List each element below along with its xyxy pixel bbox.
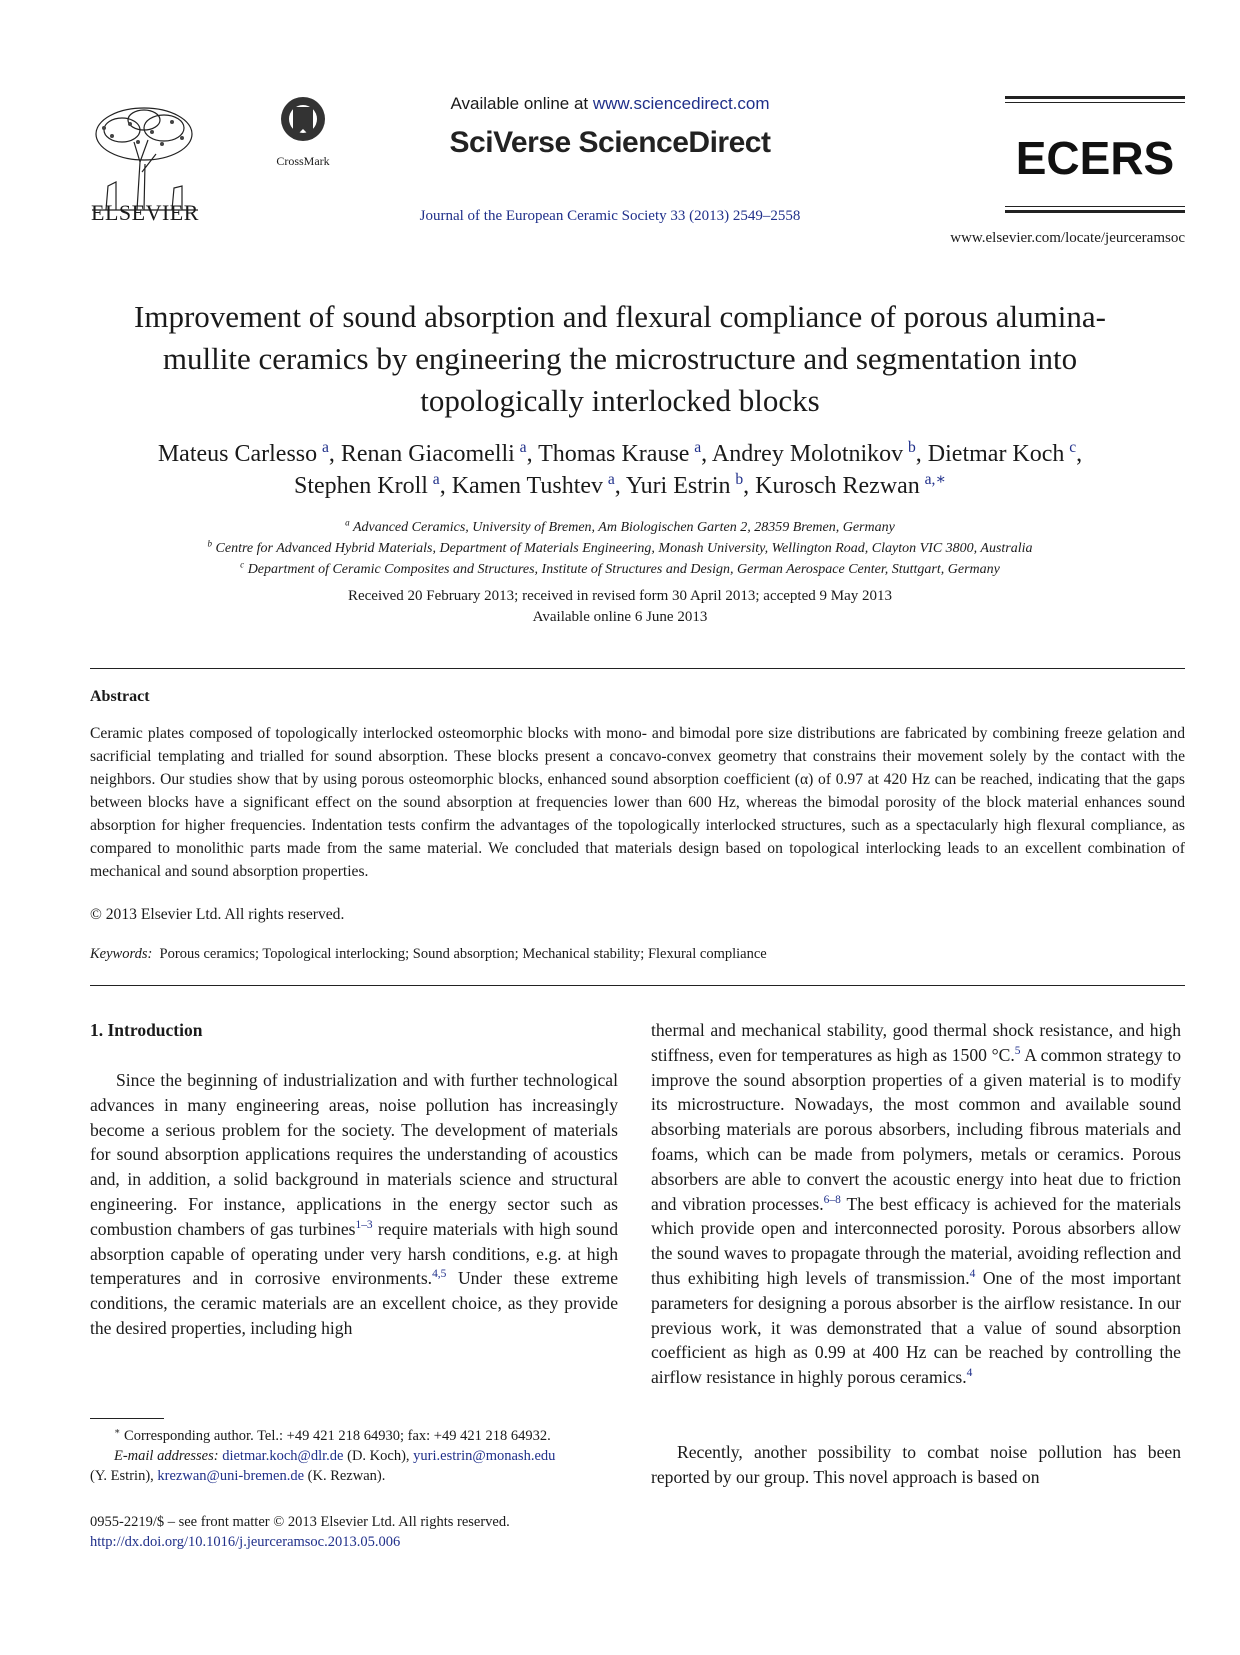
author-list: Mateus Carlesso $^a$, Renan Giacomelli $^a$, Thomas Krause $^a$, Andrey Molotnikov $^b$, Dietmar Koch $^c$, Stephen Kroll $^a$, Kamen Tushtev $^a$, Yuri Estrin $^b$, Kurosch Rezwan $^{a,∗}$ — [157, 439, 1083, 499]
citation-link[interactable]: 4,5 — [432, 1268, 447, 1281]
journal-reference[interactable]: Journal of the European Ceramic Society 33 (2013) 2549–2558 — [419, 208, 801, 224]
author — [341, 441, 527, 467]
section-heading: 1. Introduction — [90, 1020, 203, 1040]
author-name: Stephen Kroll — [293, 473, 428, 499]
affiliation — [60, 559, 1180, 580]
citation-link[interactable]: 4 — [966, 1367, 973, 1380]
text-run: The best efficacy is achieved for the materials which provide open and interconnected porosity. Porous absorbers allow the sound waves to propagate through the material, avoiding reflection and thus exhibiting high levels of transmission. — [651, 1193, 1181, 1288]
citation-link[interactable]: 1–3 — [355, 1218, 373, 1231]
author-affiliation-mark[interactable]: a — [432, 471, 440, 488]
corresponding-author — [90, 1426, 620, 1446]
author — [538, 441, 701, 467]
author-affiliation-mark[interactable]: a — [607, 471, 615, 488]
ecers-logo-text: ECERS — [1015, 132, 1175, 182]
citation-link[interactable]: 5 — [1014, 1044, 1021, 1057]
abstract-rule — [90, 985, 1185, 986]
affiliation-text: Advanced Ceramics, University of Bremen, Am Biologischen Garten 2, 28359 Bremen, Germany — [349, 520, 895, 535]
author — [452, 473, 615, 499]
paper-title: Improvement of sound absorption and flexural compliance of porous alumina-mullite ceramics by engineering the microstructure and segmentation into topologically interlocked blocks — [134, 299, 1106, 418]
author-affiliation-mark[interactable]: a — [519, 439, 527, 456]
text-run: Since the beginning of industrialization and with further technological advances in many engineering areas, noise pollution has increasingly become a serious problem for the society. The development of materials for sound absorption applications requires the understanding of acoustics and, in addition, a solid background in materials science and structural engineering. For instance, applications in the energy sector such as combustion chambers of gas turbines — [90, 1070, 618, 1239]
abstract-rule — [90, 668, 1185, 669]
author-name: Renan Giacomelli — [340, 441, 515, 467]
author-name: Mateus Carlesso — [157, 441, 318, 467]
author — [928, 441, 1076, 467]
intro-paragraph-right-2: Recently, another possibility to combat noise pollution has been reported by our group. This novel approach is based on — [651, 1442, 1181, 1487]
platform-name: SciVerse ScienceDirect — [449, 126, 771, 159]
author — [294, 473, 440, 499]
email-addresses — [90, 1446, 620, 1466]
text-run: A common strategy to improve the sound absorption properties of a given material is to modify its microstructure. Nowadays, the most common and available sound absorbing materials are porous absorbers, including fibrous materials and foams, which can be made from polymers, metals or ceramics. Porous absorbers are able to convert the acoustic energy into heat due to friction and vibration processes. — [651, 1044, 1181, 1214]
author-name: Andrey Molotnikov — [711, 441, 904, 467]
header-rule — [1005, 96, 1185, 99]
email-link[interactable]: dietmar.koch@dlr.de — [222, 1448, 344, 1464]
footnote-mark: ∗ — [114, 1427, 121, 1438]
author — [712, 441, 916, 467]
author — [755, 473, 946, 499]
front-matter — [90, 1512, 690, 1552]
email-owner: (Y. Estrin), — [90, 1468, 158, 1484]
email-link[interactable]: yuri.estrin@monash.edu — [413, 1448, 556, 1464]
affiliation-text: Department of Ceramic Composites and Structures, Institute of Structures and Design, German Aerospace Center, Stuttgart, Germany — [244, 562, 1000, 577]
keywords-list: Porous ceramics; Topological interlocking; Sound absorption; Mechanical stability; Flexural compliance — [159, 946, 767, 962]
ecers-logo — [1005, 132, 1185, 182]
affiliation-key: a — [345, 517, 350, 528]
crossmark-label: CrossMark — [276, 154, 330, 168]
doi-link[interactable]: http://dx.doi.org/10.1016/j.jeurceramsoc.2013.05.006 — [90, 1534, 401, 1550]
header-rule — [1005, 206, 1185, 207]
abstract-heading: Abstract — [90, 688, 150, 705]
keywords-label: Keywords: — [90, 946, 153, 962]
crossmark-badge[interactable] — [268, 95, 338, 169]
affiliation — [60, 538, 1180, 559]
author — [626, 473, 743, 499]
affiliation-key: c — [240, 559, 245, 570]
citation-link[interactable]: 6–8 — [823, 1193, 841, 1206]
available-prefix: Available online at — [450, 94, 593, 113]
email-owner: (K. Rezwan). — [304, 1468, 386, 1484]
email-label: E-mail addresses: — [114, 1448, 219, 1464]
keywords — [90, 946, 767, 963]
header-rule — [1005, 210, 1185, 213]
text-run: require materials with high sound absorption capable of operating under very harsh conditions, e.g. at high temperatures and in corrosive environments. — [90, 1218, 618, 1289]
author-affiliation-mark[interactable]: b — [908, 439, 916, 456]
email-link[interactable]: krezwan@uni-bremen.de — [157, 1468, 305, 1484]
abstract-copyright: © 2013 Elsevier Ltd. All rights reserved. — [90, 906, 345, 923]
header-rule — [1005, 102, 1185, 103]
affiliation-key: b — [207, 538, 213, 549]
affiliation — [60, 517, 1180, 538]
affiliations — [60, 517, 1180, 580]
text-run: thermal and mechanical stability, good thermal shock resistance, and high stiffness, even for temperatures as high as 1500 °C. — [651, 1020, 1181, 1065]
journal-url[interactable]: www.elsevier.com/locate/jeurceramsoc — [950, 230, 1185, 246]
author-affiliation-mark[interactable]: a — [321, 439, 329, 456]
author-affiliation-mark[interactable]: a — [694, 439, 702, 456]
author-affiliation-mark[interactable]: a,∗ — [924, 471, 947, 488]
author-name: Kurosch Rezwan — [755, 473, 920, 499]
email-addresses-cont — [90, 1466, 620, 1486]
author-affiliation-mark[interactable]: c — [1069, 439, 1077, 456]
online-date: Available online 6 June 2013 — [532, 609, 708, 625]
intro-paragraph-right — [651, 1018, 1181, 1390]
text-run: Under these extreme conditions, the ceramic materials are an excellent choice, as they provide the desired properties, including high — [90, 1268, 618, 1338]
crossmark-icon — [279, 95, 327, 147]
citation-link[interactable]: 4 — [969, 1268, 976, 1281]
available-online — [360, 94, 860, 114]
sciencedirect-link[interactable]: www.sciencedirect.com — [592, 94, 770, 113]
author-name: Yuri Estrin — [625, 473, 731, 499]
author-name: Kamen Tushtev — [451, 473, 604, 499]
received-dates: Received 20 February 2013; received in revised form 30 April 2013; accepted 9 May 2013 — [347, 588, 892, 604]
author — [158, 441, 329, 467]
corresponding-footnote — [90, 1426, 620, 1486]
publisher-name: ELSEVIER — [91, 200, 199, 225]
abstract-text: Ceramic plates composed of topologically interlocked osteomorphic blocks with mono- and bimodal pore size distributions are fabricated by combining freeze gelation and sacrificial templating and trialled for sound absorption. These blocks present a concavo-convex geometry that constrains their movement solely by the contact with the neighbors. Our studies show that by using porous osteomorphic blocks, enhanced sound absorption coefficient (α) of 0.97 at 420 Hz can be reached, indicating that the gaps between blocks have a significant effect on the sound absorption at frequencies lower than 600 Hz, whereas the bimodal porosity of the block material enhances sound absorption for higher frequencies. Indentation tests confirm the advantages of the topologically interlocked structures, such as a spectacularly high flexural compliance, as compared to monolithic parts made from the same material. We concluded that materials design based on topological interlocking leads to an excellent combination of mechanical and sound absorption properties. — [90, 725, 1185, 880]
author-name: Thomas Krause — [538, 441, 690, 467]
affiliation-text: Centre for Advanced Hybrid Materials, Department of Materials Engineering, Monash University, Wellington Road, Clayton VIC 3800, Australia — [212, 541, 1033, 556]
text-run: One of the most important parameters for designing a porous absorber is the airflow resistance. In our previous work, it was demonstrated that a value of sound absorption coefficient as high as 0.99 at 400 Hz can be reached by controlling the airflow resistance in highly porous ceramics. — [651, 1267, 1181, 1388]
issn-line: 0955-2219/$ – see front matter © 2013 Elsevier Ltd. All rights reserved. — [90, 1514, 510, 1530]
intro-paragraph-left — [90, 1068, 618, 1341]
author-name: Dietmar Koch — [927, 441, 1065, 467]
footnote-rule — [90, 1418, 164, 1419]
email-owner: (D. Koch), — [343, 1448, 414, 1464]
author-affiliation-mark[interactable]: b — [735, 471, 744, 488]
footnote-text: Corresponding author. Tel.: +49 421 218 64930; fax: +49 421 218 64932. — [120, 1428, 551, 1444]
article-dates — [220, 586, 1020, 628]
